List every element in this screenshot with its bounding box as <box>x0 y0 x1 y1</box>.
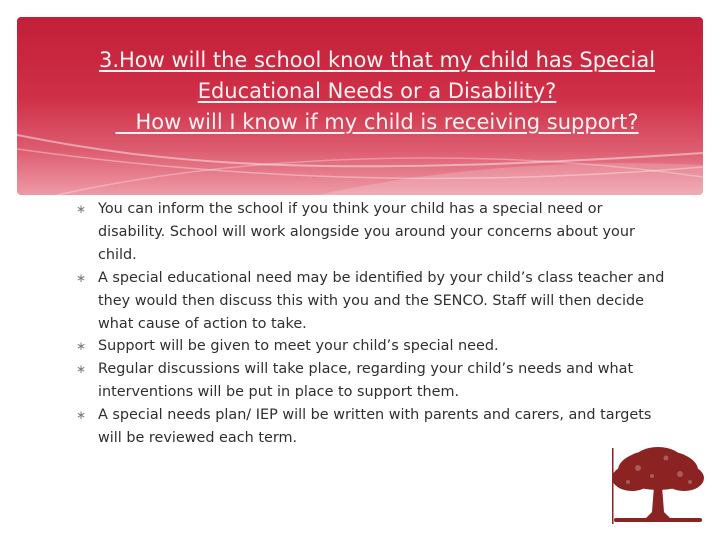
bullet-text: A special needs plan/ IEP will be written with parents and carers, and targets will be reviewed each term. <box>98 407 652 447</box>
title-banner <box>17 17 703 195</box>
bullet-text: A special educational need may be identified by your child’s class teacher and they would then discuss this with you and the SENCO. Staff will then decide what cause of action to take. <box>98 269 665 332</box>
asterisk-bullet-icon: ∗ <box>76 408 87 423</box>
bullet-list <box>76 198 666 450</box>
bullet-item <box>76 335 666 358</box>
bullet-item <box>76 267 666 336</box>
bullet-item <box>76 198 666 267</box>
bullet-item <box>76 358 666 404</box>
bullet-item <box>76 404 666 450</box>
asterisk-bullet-icon: ∗ <box>76 202 87 216</box>
bullet-text: Support will be given to meet your child’s special need. <box>98 338 499 355</box>
title-line-3: How will I know if my child is receiving support? <box>115 110 639 134</box>
bullet-text: You can inform the school if you think your child has a special need or disability. School will work alongside you around your concerns about your child. <box>98 201 635 263</box>
asterisk-bullet-icon: ∗ <box>76 339 87 354</box>
tree-logo-icon <box>608 442 708 530</box>
title-line-2: Educational Needs or a Disability? <box>197 79 557 103</box>
slide-title <box>57 45 697 138</box>
bullet-text: Regular discussions will take place, regarding your child’s needs and what interventions will be put in place to support them. <box>98 361 634 401</box>
asterisk-bullet-icon: ∗ <box>76 270 87 285</box>
title-line-1: 3.How will the school know that my child has Special <box>98 48 656 72</box>
asterisk-bullet-icon: ∗ <box>76 362 87 377</box>
